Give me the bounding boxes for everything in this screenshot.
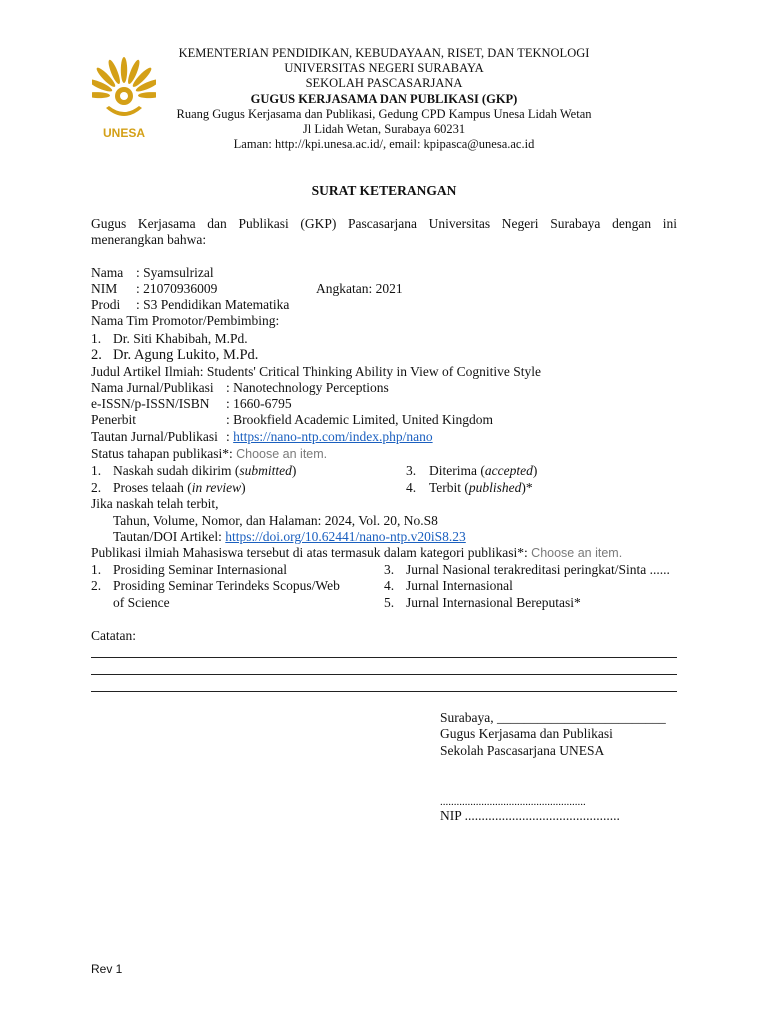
nim-value: : 21070936009 [136,281,218,296]
kategori-option-2: Prosiding Seminar Terindeks Scopus/Web [113,578,340,593]
promotor-name-1: Dr. Siti Khabibah, M.Pd. [113,331,248,346]
catatan-line-3 [91,691,677,692]
kategori-num-5: 5. [384,595,395,610]
catatan-line-1 [91,657,677,658]
kategori-option-5: Jurnal Internasional Bereputasi* [406,595,581,610]
header-university: UNIVERSITAS NEGERI SURABAYA [284,61,484,75]
penerbit-label: Penerbit [91,412,136,427]
tautan-colon: : [226,429,234,444]
kategori-num-2: 2. [91,578,102,593]
header-ministry: KEMENTERIAN PENDIDIKAN, KEBUDAYAAN, RISET, DAN TEKNOLOGI [178,46,590,60]
tautan-label: Tautan Jurnal/Publikasi [91,429,218,444]
penerbit-value: : Brookfield Academic Limited, United Kingdom [226,412,493,427]
nama-label: Nama [91,265,124,280]
signature-city: Surabaya, _________________________ [440,710,666,725]
kategori-label: Publikasi ilmiah Mahasiswa tersebut di atas termasuk dalam kategori publikasi*: [91,545,532,560]
header-school: SEKOLAH PASCASARJANA [305,76,463,90]
kategori-num-3: 3. [384,562,395,577]
header-room: Ruang Gugus Kerjasama dan Publikasi, Gedung CPD Kampus Unesa Lidah Wetan [176,107,592,121]
header-address: Jl Lidah Wetan, Surabaya 60231 [302,122,466,136]
promotor-num-1: 1. [91,331,102,346]
status-option-4: Terbit (published)* [429,480,533,495]
kategori-row [91,545,622,561]
promotor-label: Nama Tim Promotor/Pembimbing: [91,313,280,328]
kategori-option-3: Jurnal Nasional terakreditasi peringkat/Sinta ...... [406,562,670,577]
kategori-option-1: Prosiding Seminar Internasional [113,562,287,577]
jurnal-label: Nama Jurnal/Publikasi [91,380,214,395]
header-unit: GUGUS KERJASAMA DAN PUBLIKASI (GKP) [250,92,518,106]
intro-line-2: menerangkan bahwa: [91,232,207,247]
footer-revision: Rev 1 [91,962,123,976]
status-row [91,446,327,462]
journal-link[interactable]: https://nano-ntp.com/index.php/nano [233,429,433,444]
document-title: SURAT KETERANGAN [311,183,457,198]
catatan-label: Catatan: [91,628,136,643]
doi-row [113,529,466,545]
tautan-value [226,429,433,445]
kategori-num-4: 4. [384,578,395,593]
kategori-dropdown[interactable]: Choose an item. [531,546,623,560]
angkatan: Angkatan: 2021 [316,281,403,296]
nama-value: : Syamsulrizal [136,265,214,280]
kategori-option-2-cont: of Science [113,595,170,610]
prodi-value: : S3 Pendidikan Matematika [136,297,290,312]
doi-link[interactable]: https://doi.org/10.62441/nano-ntp.v20iS8.23 [225,529,466,544]
prodi-label: Prodi [91,297,121,312]
issn-label: e-ISSN/p-ISSN/ISBN [91,396,210,411]
status-dropdown[interactable]: Choose an item. [236,447,328,461]
signature-org-1: Gugus Kerjasama dan Publikasi [440,726,613,741]
terbit-label: Jika naskah telah terbit, [91,496,219,511]
logo-text: UNESA [102,126,145,140]
status-label: Status tahapan publikasi*: [91,446,237,461]
header-contact: Laman: http://kpi.unesa.ac.id/, email: kpipasca@unesa.ac.id [233,137,535,151]
status-option-2: Proses telaah (in review) [113,480,246,495]
status-num-4: 4. [406,480,417,495]
status-option-3: Diterima (accepted) [429,463,538,478]
status-option-1: Naskah sudah dikirim (submitted) [113,463,297,478]
promotor-num-2: 2. [91,347,102,363]
nim-label: NIM [91,281,118,296]
status-num-2: 2. [91,480,102,495]
signature-nip: NIP .............................................. [440,808,620,823]
intro-line-1: Gugus Kerjasama dan Publikasi (GKP) Pascasarjana Universitas Negeri Surabaya dengan ini [91,216,677,231]
kategori-num-1: 1. [91,562,102,577]
status-num-3: 3. [406,463,417,478]
promotor-name-2: Dr. Agung Lukito, M.Pd. [113,347,259,363]
signature-dots: ..................................................... [440,796,586,808]
jurnal-value: : Nanotechnology Perceptions [226,380,389,395]
judul-artikel: Judul Artikel Ilmiah: Students' Critical Thinking Ability in View of Cognitive Style [91,364,541,379]
status-num-1: 1. [91,463,102,478]
terbit-details: Tahun, Volume, Nomor, dan Halaman: 2024, Vol. 20, No.S8 [113,513,438,528]
kategori-option-4: Jurnal Internasional [406,578,513,593]
doi-label: Tautan/DOI Artikel: [113,529,226,544]
signature-org-2: Sekolah Pascasarjana UNESA [440,743,605,758]
catatan-line-2 [91,674,677,675]
issn-value: : 1660-6795 [226,396,292,411]
